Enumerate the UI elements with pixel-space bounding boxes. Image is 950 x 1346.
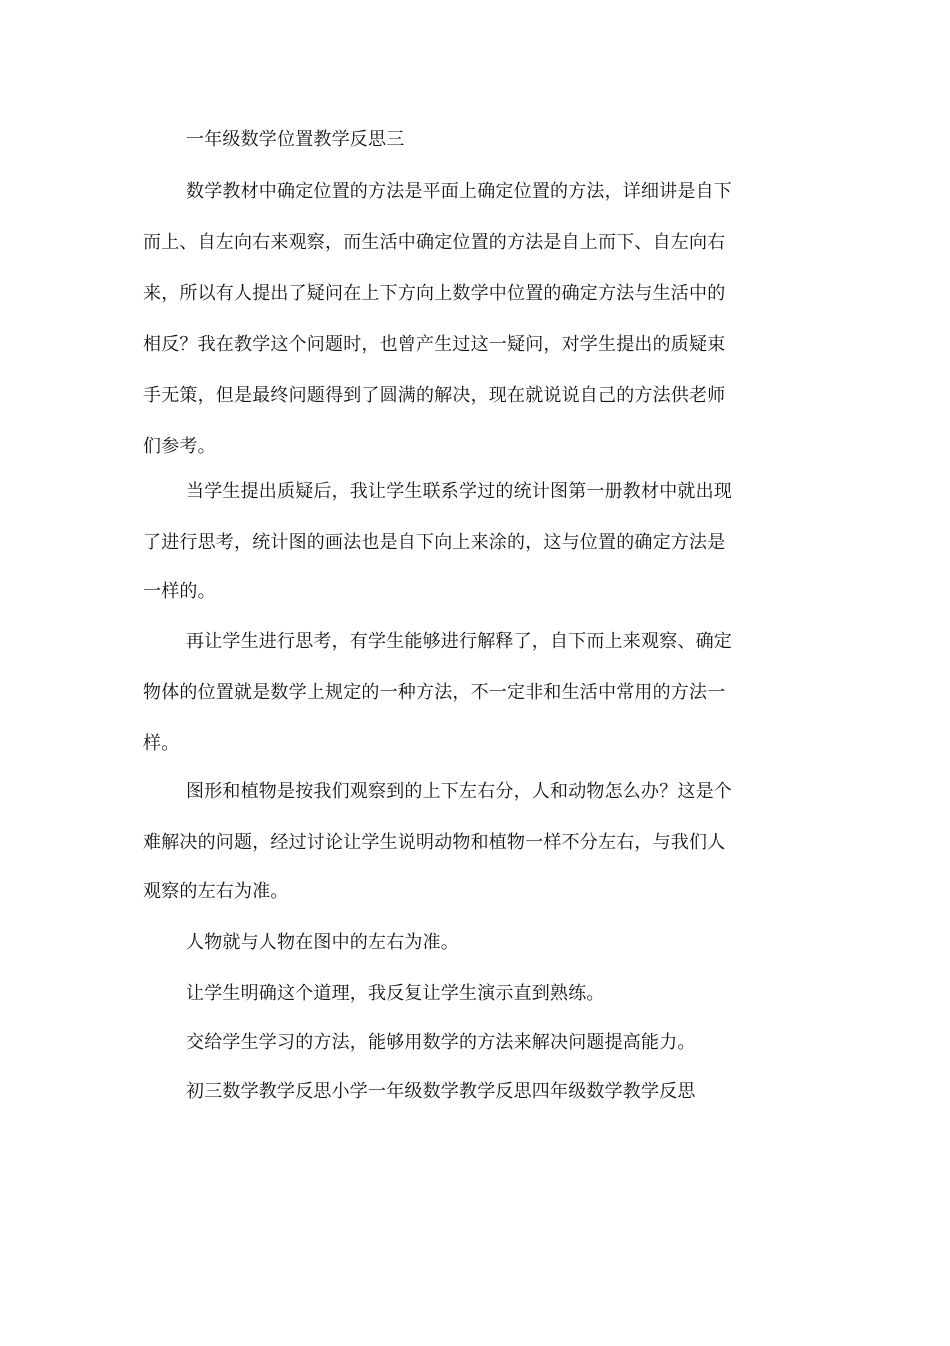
paragraph-line: 而上、自左向右来观察，而生活中确定位置的方法是自上而下、自左向右 xyxy=(143,232,726,253)
paragraph-line: 了进行思考，统计图的画法也是自下向上来涂的，这与位置的确定方法是 xyxy=(143,532,726,553)
paragraph-line: 们参考。 xyxy=(143,436,216,457)
paragraph-line: 相反？我在教学这个问题时，也曾产生过这一疑问，对学生提出的质疑束 xyxy=(143,334,726,355)
paragraph-line: 难解决的问题，经过讨论让学生说明动物和植物一样不分左右，与我们人 xyxy=(143,832,726,853)
document-title: 一年级数学位置教学反思三 xyxy=(186,129,405,150)
paragraph-line: 再让学生进行思考，有学生能够进行解释了，自下而上来观察、确定 xyxy=(186,631,732,652)
paragraph-line: 来，所以有人提出了疑问在上下方向上数学中位置的确定方法与生活中的 xyxy=(143,283,726,304)
paragraph-line: 当学生提出质疑后，我让学生联系学过的统计图第一册教材中就出现 xyxy=(186,481,732,502)
paragraph-line: 图形和植物是按我们观察到的上下左右分，人和动物怎么办？这是个 xyxy=(186,781,732,802)
paragraph-line: 物体的位置就是数学上规定的一种方法，不一定非和生活中常用的方法一 xyxy=(143,682,726,703)
paragraph-line: 样。 xyxy=(143,733,180,754)
paragraph-5: 人物就与人物在图中的左右为准。 xyxy=(186,932,459,953)
paragraph-line: 手无策，但是最终问题得到了圆满的解决，现在就说说自己的方法供老师 xyxy=(143,385,726,406)
paragraph-line: 数学教材中确定位置的方法是平面上确定位置的方法，详细讲是自下 xyxy=(186,181,732,202)
paragraph-line: 一样的。 xyxy=(143,581,216,602)
related-links-line: 初三数学教学反思小学一年级数学教学反思四年级数学教学反思 xyxy=(186,1081,696,1102)
paragraph-line: 观察的左右为准。 xyxy=(143,881,289,902)
paragraph-6: 让学生明确这个道理，我反复让学生演示直到熟练。 xyxy=(186,983,605,1004)
paragraph-7: 交给学生学习的方法，能够用数学的方法来解决问题提高能力。 xyxy=(186,1032,696,1053)
